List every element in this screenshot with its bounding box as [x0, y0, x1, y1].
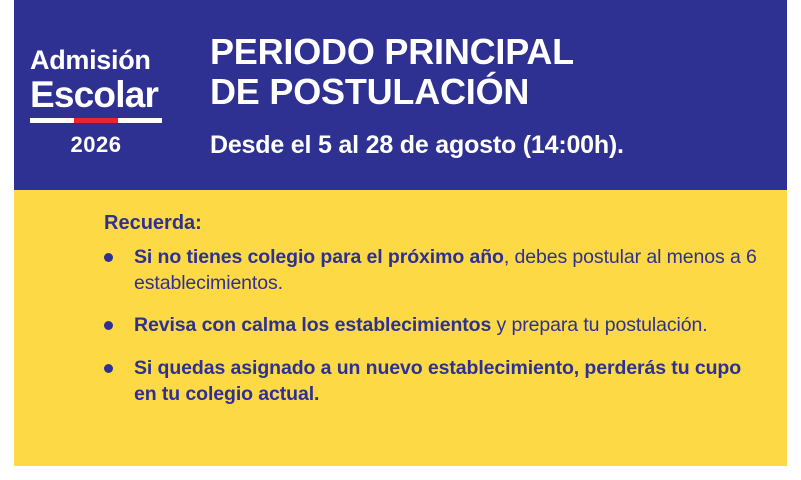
bullet-dot-icon	[104, 364, 113, 373]
header-title-line1: PERIODO PRINCIPAL	[210, 31, 574, 72]
header-title-line2: DE POSTULACIÓN	[210, 71, 530, 113]
bullet-dot-icon	[104, 253, 113, 262]
logo-line-escolar: Escolar	[30, 74, 159, 116]
reminder-list	[104, 245, 761, 408]
reminder-label: Recuerda:	[104, 212, 202, 234]
poster-body	[0, 190, 801, 480]
flag-white-segment	[30, 118, 74, 123]
poster-header	[0, 0, 801, 190]
logo-line-admision: Admisión	[30, 45, 151, 75]
list-item-rest-text: , debes postular al menos a 6 establecimientos.	[134, 246, 757, 294]
bullet-dot-icon	[104, 321, 113, 330]
list-item	[104, 313, 761, 339]
bottom-white-margin	[0, 466, 801, 480]
list-item	[104, 245, 761, 296]
flag-red-segment	[74, 118, 118, 123]
list-item-bold-text: Revisa con calma los establecimientos	[134, 314, 492, 337]
chile-flag-bar-icon	[30, 118, 162, 123]
list-item-bold-text: Si no tienes colegio para el próximo año	[134, 246, 504, 268]
left-white-margin	[0, 0, 14, 480]
logo-year: 2026	[70, 132, 122, 158]
header-subtitle-dates: Desde el 5 al 28 de agosto (14:00h).	[210, 130, 624, 159]
flag-white-segment-2	[118, 118, 162, 123]
list-item-bold-text: Si quedas asignado a un nuevo establecimiento, perderás tu cupo en tu colegio actual.	[134, 357, 742, 405]
admision-escolar-logo	[0, 0, 210, 158]
list-item	[104, 356, 761, 407]
right-white-margin	[787, 0, 801, 480]
header-text-block	[210, 0, 624, 160]
list-item-rest-text: y prepara tu postulación.	[491, 314, 708, 337]
